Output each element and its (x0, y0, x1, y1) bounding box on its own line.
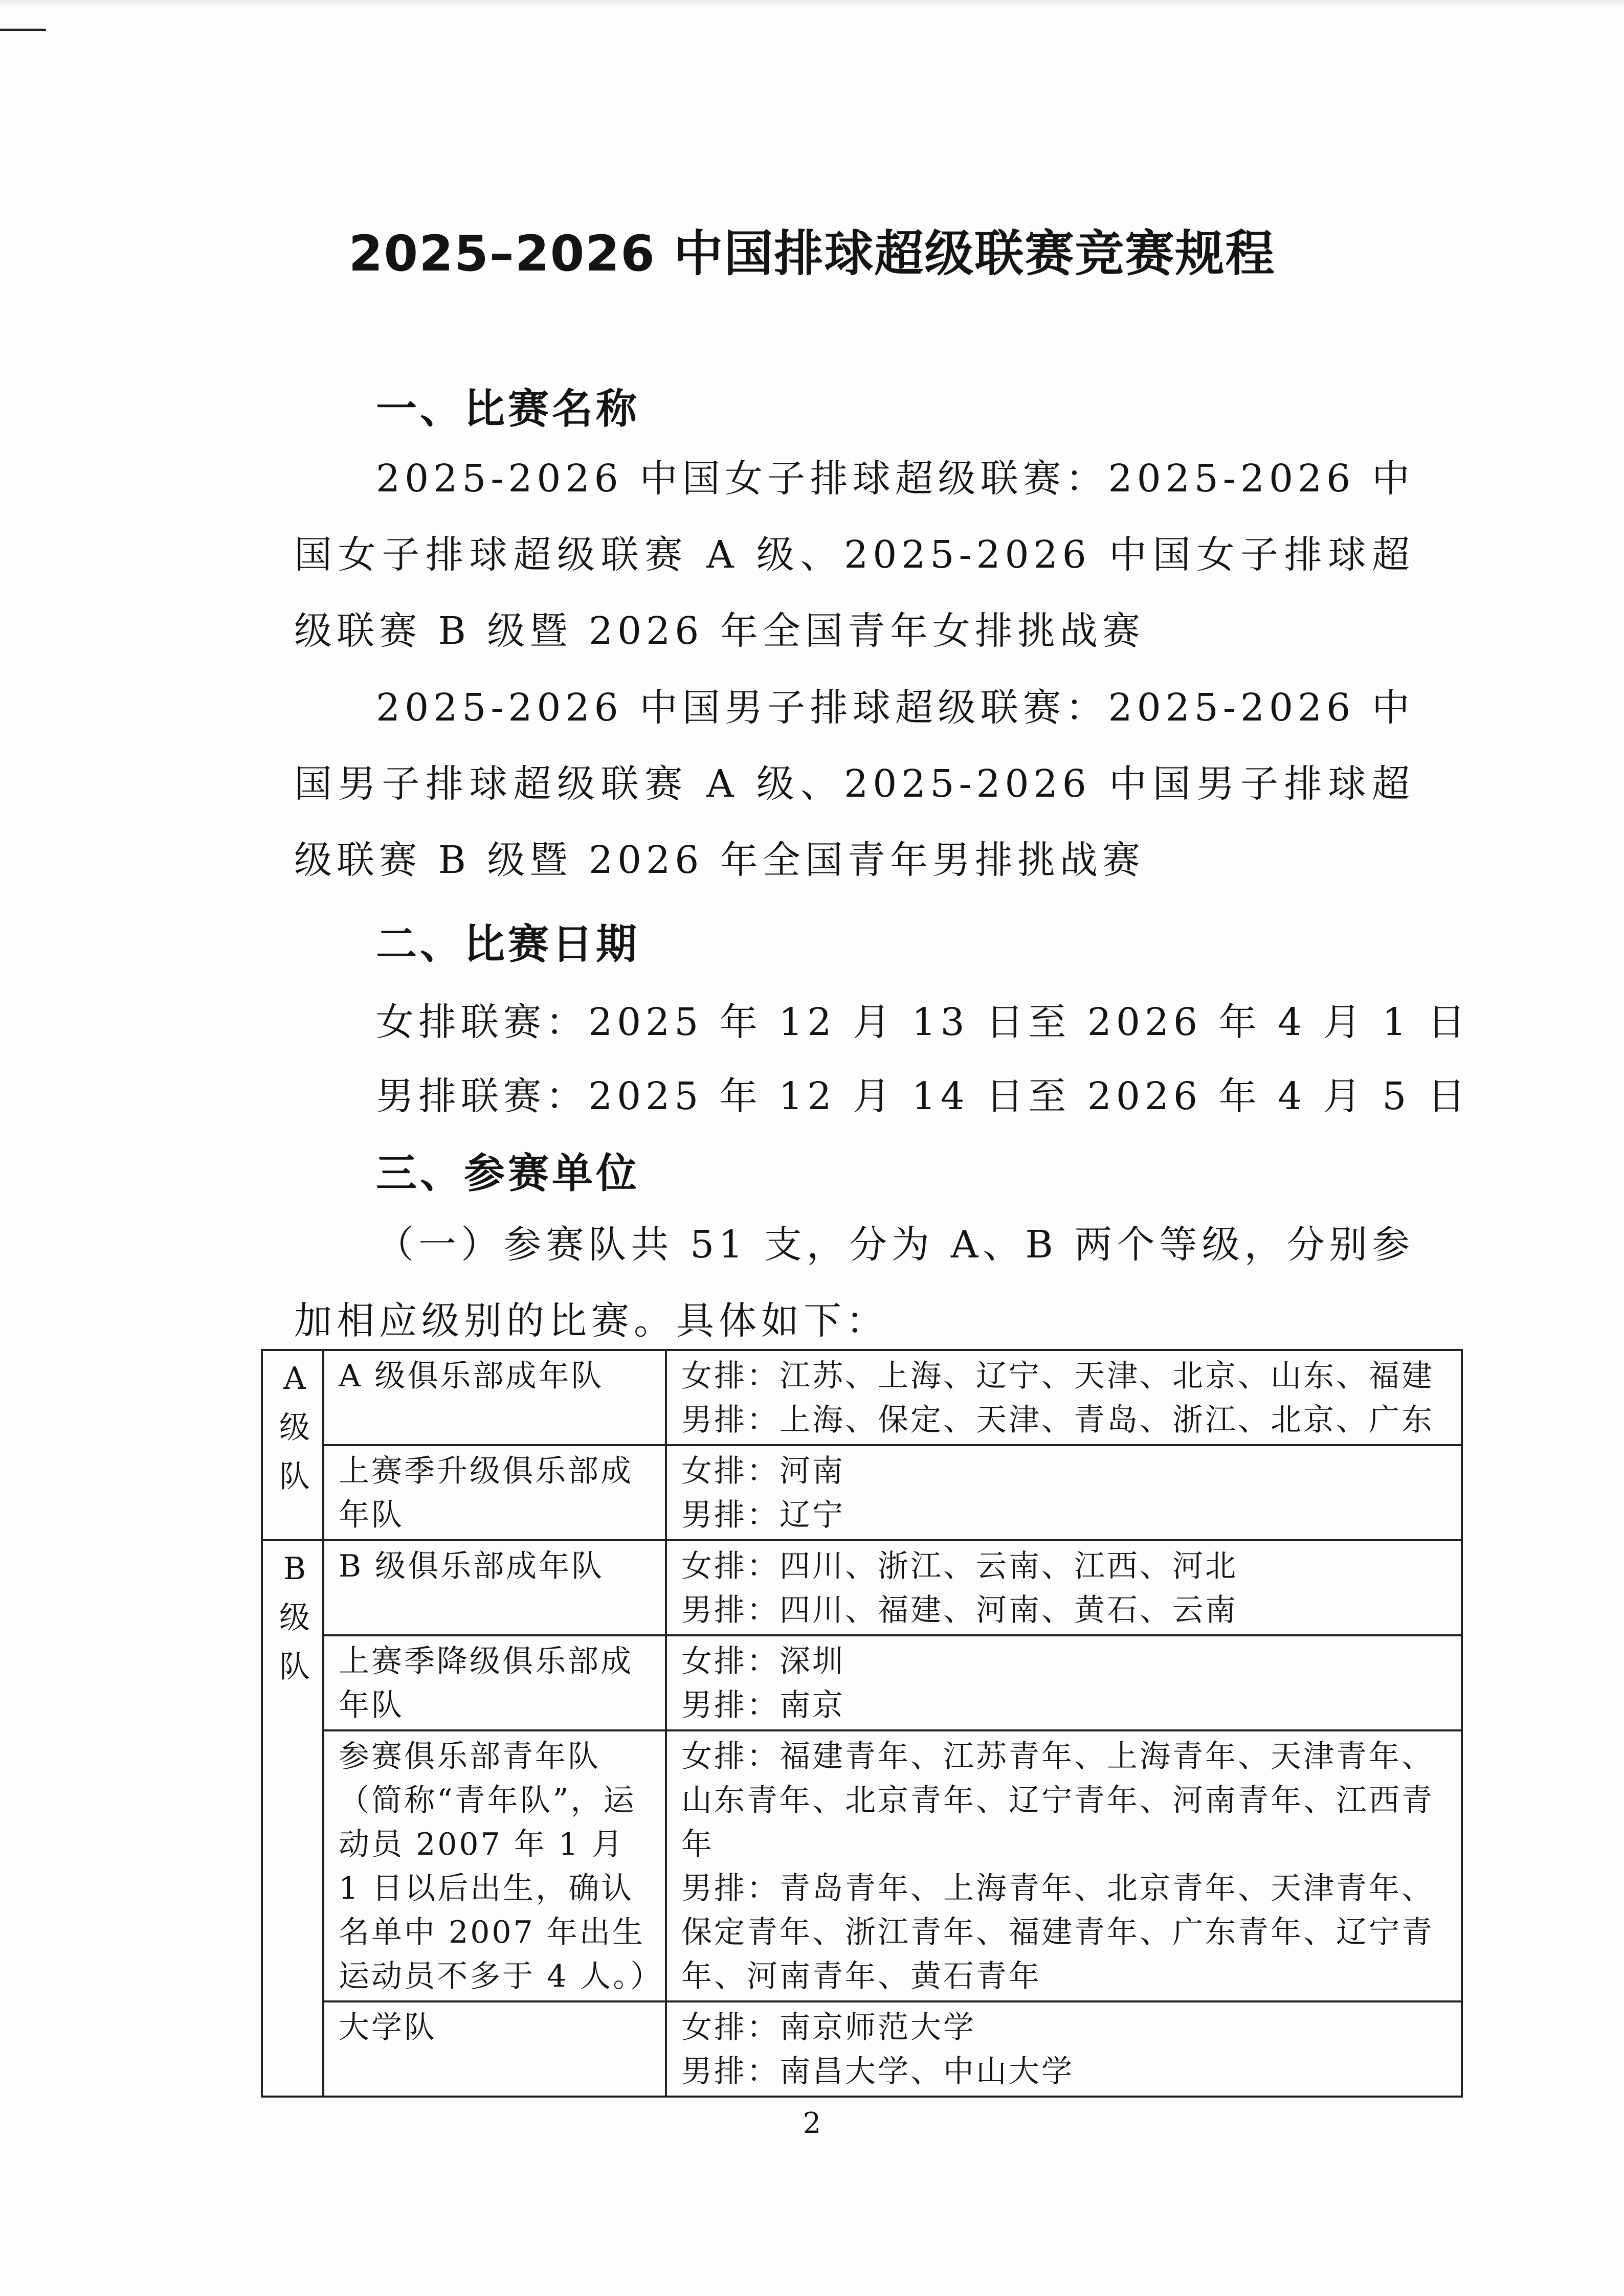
women-teams: 女排：深圳 (681, 1644, 845, 1679)
women-teams: 女排：江苏、上海、辽宁、天津、北京、山东、福建 (681, 1358, 1434, 1394)
paragraph-teams: （一）参赛队共 51 支，分为 A、B 两个等级，分别参加相应级别的比赛。具体如下： (294, 1223, 1414, 1343)
category-cell: B 级俱乐部成年队 (323, 1540, 666, 1635)
scan-edge (0, 0, 1624, 9)
date-women: 女排联赛：2025 年 12 月 13 日至 2026 年 4 月 1 日 (376, 1000, 1470, 1044)
level-b-cell (262, 1540, 323, 2097)
teams-cell (666, 2001, 1462, 2097)
teams-cell (666, 1635, 1462, 1730)
men-teams: 男排：四川、福建、河南、黄石、云南 (681, 1592, 1238, 1628)
men-teams: 男排：辽宁 (681, 1497, 845, 1533)
category-cell: 参赛俱乐部青年队（简称“青年队”，运动员 2007 年 1 月 1 日以后出生，确认名单中 2007 年出生运动员不多于 4 人。） (323, 1730, 666, 2001)
men-teams: 男排：青岛青年、上海青年、北京青年、天津青年、保定青年、浙江青年、福建青年、广东青年、辽宁青年、河南青年、黄石青年 (681, 1871, 1434, 1994)
teams-cell (666, 1445, 1462, 1540)
men-teams: 男排：上海、保定、天津、青岛、浙江、北京、广东 (681, 1402, 1434, 1438)
section-heading-dates: 二、比赛日期 (376, 920, 640, 968)
women-teams: 女排：福建青年、江苏青年、上海青年、天津青年、山东青年、北京青年、辽宁青年、河南青年、江西青年 (681, 1739, 1434, 1862)
category-cell: 上赛季降级俱乐部成年队 (323, 1635, 666, 1730)
table-row (262, 1540, 1462, 1635)
paragraph-men-league: 2025-2026 中国男子排球超级联赛：2025-2026 中国男子排球超级联赛 A 级、2025-2026 中国男子排球超级联赛 B 级暨 2026 年全国青年男排挑战赛 (294, 686, 1414, 882)
table-row (262, 1635, 1462, 1730)
teams-cell (666, 1350, 1462, 1445)
teams-cell (666, 1540, 1462, 1635)
page-title: 2025–2026 中国排球超级联赛竞赛规程 (348, 225, 1276, 282)
level-b-label: B级队 (279, 1551, 310, 1685)
category-cell: 大学队 (323, 2001, 666, 2097)
women-teams: 女排：河南 (681, 1453, 845, 1489)
section-heading-name: 一、比赛名称 (376, 385, 640, 433)
men-teams: 男排：南京 (681, 1687, 845, 1723)
men-teams: 男排：南昌大学、中山大学 (681, 2054, 1074, 2089)
paragraph-women-league: 2025-2026 中国女子排球超级联赛：2025-2026 中国女子排球超级联赛 A 级、2025-2026 中国女子排球超级联赛 B 级暨 2026 年全国青年女排挑战赛 (294, 457, 1414, 653)
category-cell: 上赛季升级俱乐部成年队 (323, 1445, 666, 1540)
teams-cell (666, 1730, 1462, 2001)
level-a-cell (262, 1350, 323, 1540)
table-row (262, 2001, 1462, 2097)
teams-table (261, 1349, 1463, 2098)
women-teams: 女排：南京师范大学 (681, 2010, 976, 2045)
women-teams: 女排：四川、浙江、云南、江西、河北 (681, 1548, 1238, 1584)
table-row (262, 1350, 1462, 1445)
page-number: 2 (803, 2107, 821, 2140)
section-heading-teams: 三、参赛单位 (376, 1150, 640, 1197)
level-a-label: A级队 (279, 1361, 310, 1495)
scan-mark (0, 29, 46, 31)
table-row (262, 1730, 1462, 2001)
table-row (262, 1445, 1462, 1540)
category-cell: A 级俱乐部成年队 (323, 1350, 666, 1445)
date-men: 男排联赛：2025 年 12 月 14 日至 2026 年 4 月 5 日 (376, 1074, 1470, 1118)
